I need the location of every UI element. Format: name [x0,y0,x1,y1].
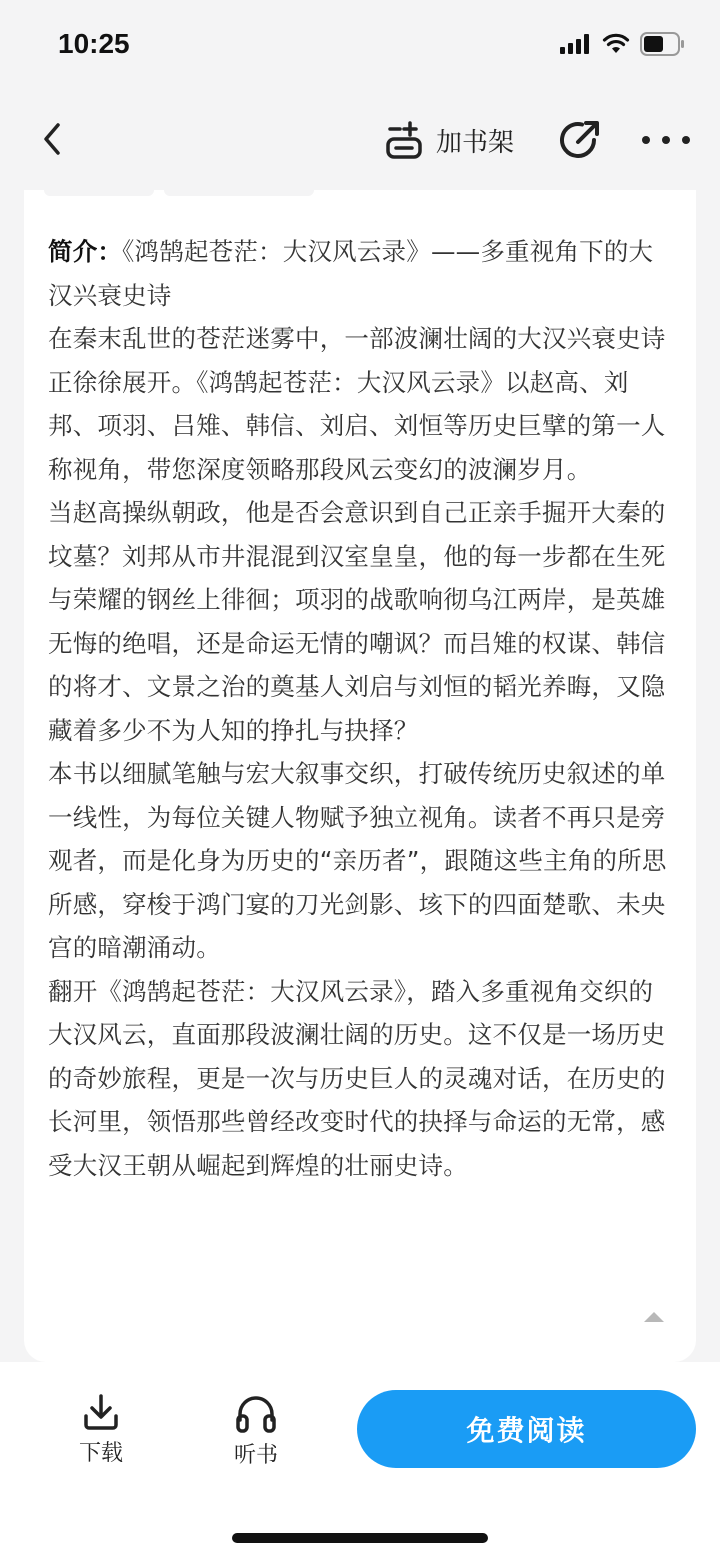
intro-paragraph: 翻开《鸿鹄起苍茫：大汉风云录》，踏入多重视角交织的大汉风云，直面那段波澜壮阔的历史。这不仅是一场历史的奇妙旅程，更是一次与历史巨人的灵魂对话，在历史的长河里，领悟那些曾经改变时代的抉择与命运的无常，感受大汉王朝从崛起到辉煌的壮丽史诗。 [48,976,666,1180]
more-dot [642,136,650,144]
intro-label: 简介： [48,237,123,266]
add-to-shelf-button[interactable] [384,116,514,164]
intro-title-line [48,230,676,317]
status-bar [0,0,720,90]
share-button[interactable] [556,116,604,164]
download-label: 下载 [78,1441,123,1466]
intro-paragraph: 当赵高操纵朝政，他是否会意识到自己正亲手掘开大秦的坟墓？刘邦从市井混混到汉室皇皇，他的每一步都在生死与荣耀的钢丝上徘徊；项羽的战歌响彻乌江两岸，是英雄无悔的绝唱，还是命运无情的嘲讽？而吕雉的权谋、韩信的将才、文景之治的奠基人刘启与刘恒的韬光养晦，又隐藏着多少不为人知的挣扎与抉择？ [48,498,666,745]
intro-paragraph: 本书以细腻笔触与宏大叙事交织，打破传统历史叙述的单一线性，为每位关键人物赋予独立视角。读者不再只是旁观者，而是化身为历史的“亲历者”，跟随这些主角的所思所感，穿梭于鸿门宴的刀光剑影、垓下的四面楚歌、未央宫的暗潮涌动。 [48,759,667,962]
nav-bar [0,90,720,190]
intro-title: 《鸿鹄起苍茫：大汉风云录》——多重视角下的大汉兴衰史诗 [48,237,654,310]
add-shelf-icon [384,119,426,161]
intro-card [24,190,696,1362]
listen-label: 听书 [233,1443,278,1468]
chevron-left-icon [42,122,62,156]
wifi-icon [602,33,630,59]
intro-paragraph: 在秦末乱世的苍茫迷雾中，一部波澜壮阔的大汉兴衰史诗正徐徐展开。《鸿鹄起苍茫：大汉风云录》以赵高、刘邦、项羽、吕雉、韩信、刘启、刘恒等历史巨擘的第一人称视角，带您深度领略那段风云变幻的波澜岁月。 [48,324,666,484]
download-button[interactable] [51,1392,151,1467]
back-button[interactable] [30,114,74,164]
signal-icon [560,34,592,58]
more-dot [682,136,690,144]
share-icon [556,116,604,164]
bottom-bar [0,1362,720,1558]
tag-remnant [164,190,314,196]
book-intro [48,230,676,1187]
status-time: 10:25 [58,28,130,59]
listen-button[interactable] [206,1392,306,1469]
status-icons [560,32,686,60]
free-read-button[interactable]: 免费阅读 [357,1390,696,1468]
home-indicator [232,1533,488,1543]
headphones-icon [234,1392,278,1434]
more-dot [662,136,670,144]
add-shelf-label: 加书架 [436,127,515,158]
tag-remnant [44,190,154,196]
collapse-arrow-icon[interactable] [644,1312,664,1322]
download-icon [81,1392,121,1432]
more-button[interactable] [642,122,690,158]
battery-icon [640,32,686,60]
